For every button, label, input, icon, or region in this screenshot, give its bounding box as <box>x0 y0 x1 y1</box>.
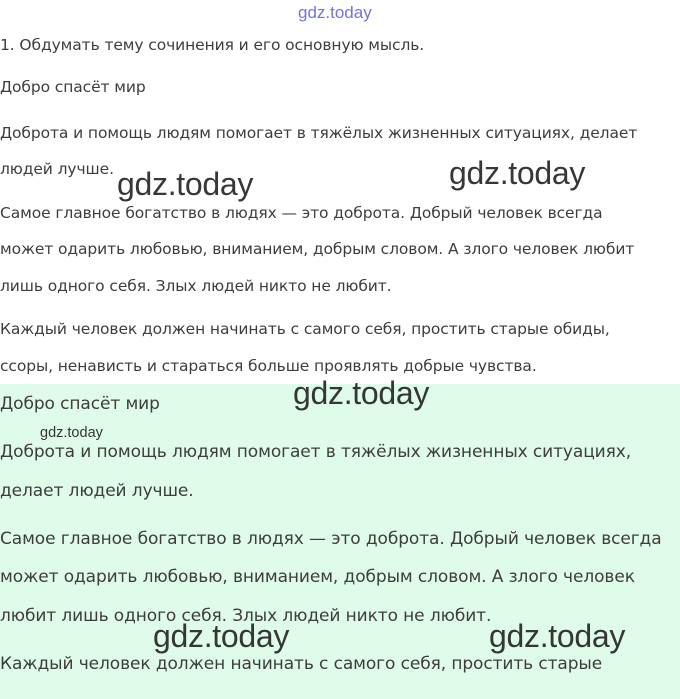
task-line: Каждый человек должен начинать с самого себя, простить старые обиды, <box>0 320 610 338</box>
watermark-top: gdz.today <box>298 3 372 22</box>
task-title: Добро спасёт мир <box>0 78 146 96</box>
task-line: Доброта и помощь людям помогает в тяжёлых жизненных ситуациях, делает <box>0 124 638 142</box>
answer-title: Добро спасёт мир <box>0 394 160 414</box>
task-heading: 1. Обдумать тему сочинения и его основную мысль. <box>0 36 425 54</box>
answer-line: делает людей лучше. <box>0 481 194 501</box>
task-line: ссоры, ненависть и стараться больше проявлять добрые чувства. <box>0 357 537 375</box>
answer-line: Каждый человек должен начинать с самого себя, простить старые <box>0 654 603 674</box>
task-line: может одарить любовью, вниманием, добрым словом. А злого человек любит <box>0 240 635 258</box>
watermark: gdz.today <box>449 155 586 191</box>
watermark: gdz.today <box>153 618 290 654</box>
answer-line: может одарить любовью, вниманием, добрым словом. А злого человек <box>0 567 635 587</box>
task-line: Самое главное богатство в людях — это доброта. Добрый человек всегда <box>0 204 603 222</box>
answer-line: Доброта и помощь людям помогает в тяжёлых жизненных ситуациях, <box>0 442 632 462</box>
watermark: gdz.today <box>293 375 430 411</box>
answer-line: любит лишь одного себя. Злых людей никто не любит. <box>0 606 492 626</box>
task-line: людей лучше. <box>0 160 114 178</box>
task-line: лишь одного себя. Злых людей никто не любит. <box>0 277 392 295</box>
watermark: gdz.today <box>40 425 103 441</box>
answer-line: Самое главное богатство в людях — это доброта. Добрый человек всегда <box>0 529 662 549</box>
watermark: gdz.today <box>117 166 254 202</box>
watermark: gdz.today <box>489 618 626 654</box>
